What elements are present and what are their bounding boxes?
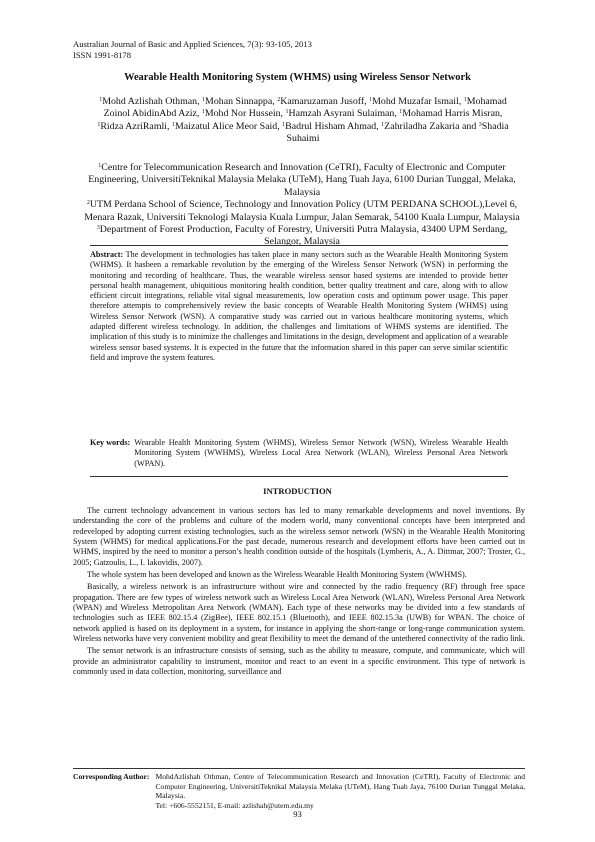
author-affiliation-mark: 1 <box>285 109 289 116</box>
affiliation-text: UTM Perdana School of Science, Technology and Innovation Policy (UTM PERDANA SCHOOL),Level 6, Menara Razak, Universiti Teknologi Malaysia Kuala Lumpur, Jalan Semarak, 54100 Kuala Lumpur, Malaysia <box>84 199 520 223</box>
corresponding-address: MohdAzlishah Othman, Centre of Telecommunication Research and Innovation (CeTRI), Faculty of Electronic and Computer Engineering, UniversitiTeknikal Malaysia Melaka (UTeM), Hang Tuah Jaya, 76100 Durian Tunggal Melaka, Malaysia. <box>155 772 525 801</box>
journal-citation: Australian Journal of Basic and Applied Sciences, 7(3): 93-105, 2013 <box>73 39 312 49</box>
keywords <box>90 438 508 469</box>
author-name: Ridza AzriRamli, <box>100 120 172 132</box>
section-heading-introduction: INTRODUCTION <box>263 486 332 496</box>
author-affiliation-mark: 1 <box>381 121 385 128</box>
author-name: Mohd Muzafar Ismail, <box>372 96 464 107</box>
author-affiliation-mark: 1 <box>399 109 403 116</box>
corresponding-author <box>73 772 525 810</box>
page-number: 93 <box>293 809 302 819</box>
paragraph: The sensor network is an infrastructure consists of sensing, such as the ability to measure, compute, and communicate, which will provide an administrator capability to instrument, monitor and react to an event in a specific environment. This type of network is commonly used in data collection, monitoring, surveillance and <box>73 646 525 677</box>
author-name: Maizatul Alice Meor Said, <box>174 120 283 132</box>
author-affiliation-mark: 1 <box>97 121 101 128</box>
affiliation-mark: 2 <box>86 200 90 207</box>
affiliation <box>82 199 522 224</box>
author-name: Badrul Hisham Ahmad, <box>285 120 382 132</box>
paper-title: Wearable Health Monitoring System (WHMS) using Wireless Sensor Network <box>124 72 471 83</box>
affiliation-text: Centre for Telecommunication Research and Innovation (CeTRI), Faculty of Electronic and Computer Engineering, UniversitiTeknikal Malaysia Melaka (UTeM), Hang Tuah Jaya, 6100 Durian Tunggal, Melaka, Malaysia <box>88 162 516 198</box>
corresponding-label: Corresponding Author: <box>73 772 150 781</box>
paragraph: The whole system has been developed and known as the Wireless Wearable Health Monitoring System (WWHMS). <box>87 570 467 580</box>
paragraph: The current technology advancement in various sectors has led to many remarkable developments and novel inventions. By understanding the core of the problems and culture of the modern world, many conventional concepts have been interpreted and redeveloped by adopting current existing technologies, such as the wireless sensor network (WSN) in the Wearable Health Monitoring System (WHMS) for medical applications.For the past decade, numerous research and development efforts have been carried out in WHMS, inspired by the need to monitor a person’s health condition outside of the hospitals (Lymberis, A., A. Dittmar, 2007; Troster, G., 2005; Gatzoulis, L., I. Iakovidis, 2007). <box>73 506 525 567</box>
body-text <box>73 506 525 680</box>
author-affiliation-mark: 1 <box>99 97 103 103</box>
affiliation-mark: 1 <box>98 163 102 169</box>
abstract-text: The development in technologies has taken place in many sectors such as the Wearable Health Monitoring System (WHMS). It hasbeen a remarkable revolution by the emerging of the Wireless Sensor Network (WSN) in performing the monitoring and recording of healthcare. Thus, the wearable wireless sensor based systems are intended to provide better personal health management, ubiquitious monitoring health condition, better quality treatment and care, along with to allow efficient circuit integrations, reliable vital signal measurements, low operation costs and optimum power usage. This paper therefore attempts to comprehensively review the basic concepts of Wearable Health Monitoring System (WHMS) using Wireless Sensor Network (WSN). A comparative study was carried out in various healthcare monitoring systems, which adapted different wireless technology. In addition, the challenges and limitations of WHMS systems are identified. The implication of this study is to minimize the challenges and limitations in the design, development and application of a wearable wireless sensor based systems. It is expected in the future that the information shared in this paper can serve similar scientific field and improve the system features. <box>90 250 508 362</box>
author-name: Shadia Suhaimi <box>286 120 509 145</box>
journal-header <box>73 39 312 61</box>
author-name: Mohamad Zoinol AbidinAbd Aziz, <box>103 96 507 120</box>
author-affiliation-mark: 2 <box>277 97 281 103</box>
author-affiliation-mark: 1 <box>463 97 467 103</box>
keywords-label: Key words: <box>90 438 131 447</box>
abstract-top-rule <box>90 245 508 246</box>
author-affiliation-mark: 1 <box>171 121 175 128</box>
author-name: Mohd Azlishah Othman, <box>102 96 203 107</box>
corresponding-text <box>155 772 525 810</box>
corresponding-contact: Tel: +606-5552151, E-mail: azlishah@utem.edu.my <box>155 800 314 810</box>
journal-issn: ISSN 1991-8178 <box>73 50 132 60</box>
author-name: Mohamad Harris Misran, <box>402 108 503 120</box>
affiliation-mark: 3 <box>96 225 100 232</box>
abstract-label: Abstract: <box>90 250 124 259</box>
author-name: Mohd Nor Hussein, <box>204 108 286 120</box>
affiliation <box>82 162 522 199</box>
author-list <box>92 96 514 146</box>
keywords-text: Wearable Health Monitoring System (WHMS), Wireless Sensor Network (WSN), Wireless Wearable Health Monitoring System (WWHMS), Wireless Local Area Network (WLAN), Wireless Personal Area Network (WPAN). <box>134 438 508 468</box>
author-name: Kamaruzaman Jusoff, <box>280 96 370 107</box>
affiliation-text: Department of Forest Production, Faculty of Forestry, Universiti Putra Malaysia, 43400 UPM Serdang, Selangor, Malaysia <box>99 224 508 248</box>
author-affiliation-mark: 3 <box>478 121 482 128</box>
footnote-rule <box>73 768 525 769</box>
author-affiliation-mark: 1 <box>369 97 373 103</box>
author-affiliation-mark: 1 <box>202 97 206 103</box>
abstract-bottom-rule <box>90 476 508 477</box>
author-name: Zahriladha Zakaria and <box>384 120 479 132</box>
affiliation-list <box>82 162 522 249</box>
author-affiliation-mark: 1 <box>282 121 286 128</box>
author-name: Hamzah Asyrani Sulaiman, <box>288 108 400 120</box>
author-affiliation-mark: 1 <box>201 109 205 116</box>
abstract <box>90 250 508 363</box>
author-name: Mohan Sinnappa, <box>205 96 278 107</box>
paragraph: Basically, a wireless network is an infrastructure without wire and connected by the radio frequency (RF) through free space propagation. There are few types of wireless network such as Wireless Local Area Network (WLAN), Wireless Personal Area Network (WPAN) and Wireless Metropolitan Area Network (WMAN). Each type of these networks may be divided into a few standards of technologies such as IEEE 802.15.4 (ZigBee), IEEE 802.15.1 (Bluetooth), and IEEE 802.15.3a (UWB) for WPAN. The choice of network applied is based on its deployment in a system, for instance in applying the short-range or long-range communication system. Wireless networks have very convenient mobility and great flexibility to meet the demand of the untethered connectivity of the radio link. <box>73 582 525 644</box>
